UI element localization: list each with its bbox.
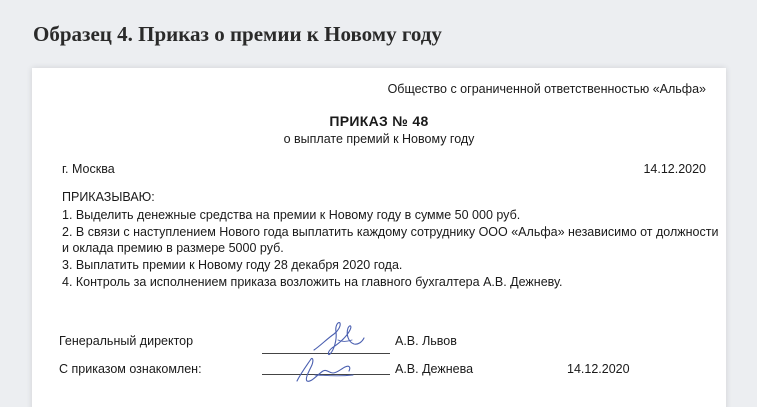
- acquainted-signature: [287, 353, 357, 387]
- order-subtitle: о выплате премий к Новому году: [283, 132, 475, 146]
- acquainted-label: С приказом ознакомлен:: [59, 362, 202, 376]
- document-sheet: [32, 68, 726, 407]
- order-item-2: 2. В связи с наступлением Нового года выплатить каждому сотруднику ООО «Альфа» независимо от должности: [62, 225, 719, 239]
- director-name: А.В. Львов: [395, 334, 457, 348]
- organization-name: Общество с ограниченной ответственностью «Альфа»: [387, 82, 706, 96]
- order-item-3: 3. Выплатить премии к Новому году 28 декабря 2020 года.: [62, 258, 403, 272]
- order-item-2-continuation: и оклада премию в размере 5000 руб.: [62, 241, 284, 255]
- order-city: г. Москва: [62, 162, 115, 176]
- order-item-4: 4. Контроль за исполнением приказа возложить на главного бухгалтера А.В. Дежневу.: [62, 275, 563, 289]
- page-caption: Образец 4. Приказ о премии к Новому году: [33, 22, 442, 46]
- acquainted-date: 14.12.2020: [567, 362, 630, 376]
- director-label: Генеральный директор: [59, 334, 194, 348]
- order-word: ПРИКАЗЫВАЮ:: [62, 190, 155, 204]
- acquainted-name: А.В. Дежнева: [395, 362, 474, 376]
- order-item-1: 1. Выделить денежные средства на премии к Новому году в сумме 50 000 руб.: [62, 208, 521, 222]
- order-title: ПРИКАЗ № 48: [329, 113, 429, 129]
- order-date: 14.12.2020: [643, 162, 706, 176]
